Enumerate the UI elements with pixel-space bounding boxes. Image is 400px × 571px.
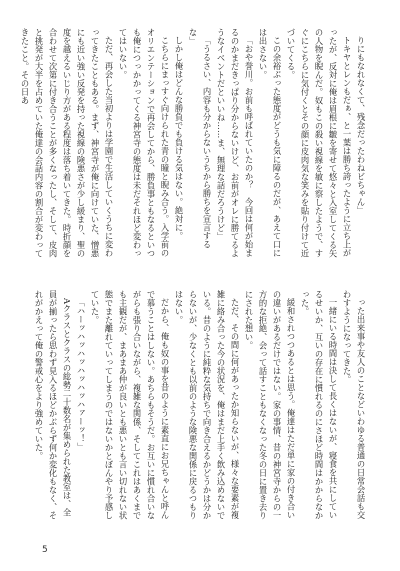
paragraph: 「ハーッハッハッハッハッハァーッ！」 — [76, 298, 86, 452]
paragraph: ただ、その間に何があったか知らないが、様々な要素が複雑に絡み合った今の状況を、俺はまだ上手く飲み込めないでいる。昔のように純粋な気持ちで向き合えるかどうかは分からないが、少なくとも以前のような険悪な関係に戻るつもりはない。 — [174, 290, 240, 520]
paragraph: ただ、再会した当初よりは学園で生活していくうちに変わってきたこともある。まず、神宮寺が俺に向けていた、憎悪にも近い強い反発を持った視線の険悪さが少し緩まり、聖の度を越えるいじり方がある程度は落ち着いてきた。時折顔を合わせて次第に付き合うことが多くなったし、そして、皮肉と挑発が大半を占めていた俺達の会話内容の割合が変わってきたこと。その日あ — [20, 28, 114, 258]
paragraph: だから、俺も奴の事を昔のように素直にお兄ちゃんと呼んで慕うことはしない。あちらもそうだ。お互いに慣れ合いながらも張り合いながら、複雑な関係、そしてこれはあくまでも主観だが、まあまあ仲が良いとも悪いとも言い切れない状態でまた離れていってしまうのではないかとぼんやり予感していた。 — [90, 290, 170, 520]
paragraph: 緩和されつつあるとは思う。俺達はただ単に家の付き合いの違いがあるだけではない。家の事情、昔の神宮寺からの一方的な拒絶、会って話すこともなくなった冬の日に置き去りにされた想い。 — [244, 290, 296, 520]
paragraph: トキヤとレンもだぁ、と一葉は勝ち誇ったように立ち上がったが、反対に俺は眉根に皺を寄せて悠々と入室してくる矢の人物を睨んだ。奴もこの殺い視線を敏に察したようで、すぐにこちらに気付くとその顔に皮肉気な笑みを貼り付けて近づいてくる。 — [286, 28, 352, 258]
paragraph: 「おや誉川。お前も呼ばれていたのか？ 今回は何が始まるのかまだきっぱり分からないけど、お前がオレに勝てるようなイベントだといいね……ま、無理な話だろうけど」 — [216, 28, 254, 258]
paragraph: Aクラスとクラスの総勢二十数名が集められた教室は、全員が揃ったら思わず見入るほどかぶらず何か変化もなく、それがかえって俺の警戒心をより強めていた。 — [34, 290, 72, 520]
paragraph: りにもなれなくて、残念だったわねビちゃん」 — [356, 36, 366, 215]
page-number: 5 — [42, 545, 48, 555]
paragraph: しかし俺はどんな勝負でも負ける気はない。絶対に。 — [174, 36, 184, 241]
paragraph: 一緒にいる時間は決して長くはないが、寝食を共にしているせいか、互いの存在に慣れるのにさほど時間はかからなかった。 — [300, 290, 338, 520]
text-section-top — [20, 28, 368, 260]
paragraph: この余裕ぶった態度がどうも気に障るのだが、あえて口には出さない。 — [258, 28, 282, 258]
paragraph: った出来事や友人のことなどいわゆる普通の日常会話も交わすようになってきた。 — [342, 290, 366, 520]
paragraph: こちらにまっすぐ向けられた青の瞳と睨み合う。入学前のオリエンテーションで再会してから、勝負事ともなるといつも俺につっかかってくる神宮寺の態度は未だそれほど変わってはいない。 — [118, 28, 170, 258]
text-section-bottom — [32, 290, 368, 522]
paragraph: 「うるさい、内容も分からないうちから勝ちを宣言するな」 — [188, 28, 212, 249]
